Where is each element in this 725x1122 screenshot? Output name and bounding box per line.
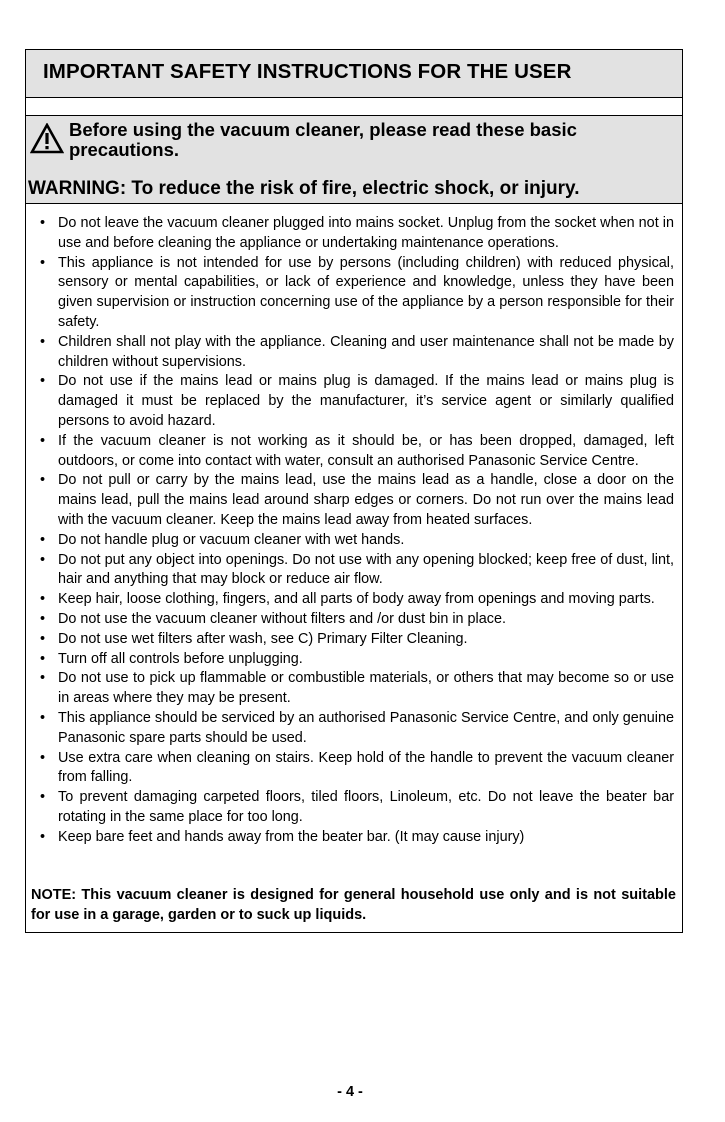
list-item <box>40 630 674 650</box>
list-item <box>40 749 674 789</box>
list-item-text: Do not put any object into openings. Do not use with any opening blocked; keep free of dust, lint, hair and anything that may block or reduce air flow. <box>58 551 674 588</box>
warning-heading: WARNING: To reduce the risk of fire, electric shock, or injury. <box>28 178 580 199</box>
bullet-icon: • <box>40 789 46 806</box>
bullet-icon: • <box>40 630 46 647</box>
list-item <box>40 254 674 333</box>
list-item-text: Do not pull or carry by the mains lead, use the mains lead as a handle, close a door on the mains lead, pull the mains lead around sharp edges or corners. Do not run over the mains lead with the vacuum cleaner. Keep the mains lead away from heated surfaces. <box>58 472 674 528</box>
safety-list <box>40 214 674 848</box>
bullet-icon: • <box>40 650 46 667</box>
bullet-icon: • <box>40 749 46 766</box>
bullet-icon: • <box>40 373 46 390</box>
precaution-heading: Before using the vacuum cleaner, please read these basic precautions. <box>69 119 577 160</box>
list-item <box>40 828 674 848</box>
bullet-icon: • <box>40 531 46 548</box>
list-item-text: This appliance should be serviced by an authorised Panasonic Service Centre, and only genuine Panasonic spare parts should be used. <box>58 709 674 746</box>
warning-triangle-icon <box>30 123 64 155</box>
bullet-icon: • <box>40 591 46 608</box>
list-item <box>40 432 674 472</box>
page-number: - 4 - <box>337 1084 363 1100</box>
page-title: IMPORTANT SAFETY INSTRUCTIONS FOR THE USER <box>43 60 572 83</box>
note-text: NOTE: This vacuum cleaner is designed for general household use only and is not suitable for use in a garage, garden or to suck up liquids. <box>31 887 676 923</box>
bullet-icon: • <box>40 333 46 350</box>
bullet-icon: • <box>40 254 46 271</box>
list-item-text: Do not use the vacuum cleaner without filters and /or dust bin in place. <box>58 610 506 627</box>
bullet-icon: • <box>40 432 46 449</box>
safety-instructions-box <box>25 49 683 933</box>
list-item-text: This appliance is not intended for use by persons (including children) with reduced physical, sensory or mental capabilities, or lack of experience and knowledge, unless they have been given supervision or instruction concerning use of the appliance by a person responsible for their safety. <box>58 254 674 330</box>
list-item-text: Keep hair, loose clothing, fingers, and all parts of body away from openings and moving parts. <box>58 591 655 608</box>
list-item <box>40 372 674 431</box>
list-item <box>40 590 674 610</box>
list-item <box>40 669 674 709</box>
list-item <box>40 788 674 828</box>
list-item <box>40 471 674 530</box>
list-item-text: Children shall not play with the appliance. Cleaning and user maintenance shall not be made by children without supervisions. <box>58 333 674 370</box>
list-item-text: Do not leave the vacuum cleaner plugged into mains socket. Unplug from the socket when not in use and before cleaning the appliance or undertaking maintenance operations. <box>58 215 674 251</box>
bullet-icon: • <box>40 215 46 231</box>
bullet-icon: • <box>40 551 46 568</box>
list-item <box>40 333 674 373</box>
list-item <box>40 650 674 670</box>
list-item-text: Turn off all controls before unplugging. <box>58 650 303 667</box>
title-spacer <box>26 98 682 116</box>
bullet-icon: • <box>40 610 46 627</box>
list-item-text: Do not use if the mains lead or mains plug is damaged. If the mains lead or mains plug is damaged it must be replaced by the manufacturer, it’s service agent or similarly qualified persons to avoid hazard. <box>58 373 674 429</box>
list-item-text: Do not use to pick up flammable or combustible materials, or others that may become so or use in areas where they may be present. <box>58 670 674 707</box>
list-item <box>40 610 674 630</box>
bullet-icon: • <box>40 828 46 845</box>
list-item-text: If the vacuum cleaner is not working as it should be, or has been dropped, damaged, left outdoors, or come into contact with water, consult an authorised Panasonic Service Centre. <box>58 432 674 469</box>
list-item <box>40 214 674 254</box>
list-item-text: Do not handle plug or vacuum cleaner with wet hands. <box>58 531 405 548</box>
bullet-icon: • <box>40 709 46 726</box>
list-item <box>40 709 674 749</box>
warning-block <box>26 116 682 204</box>
title-bar <box>26 50 682 98</box>
list-item <box>40 531 674 551</box>
list-item <box>40 551 674 591</box>
list-item-text: Keep bare feet and hands away from the beater bar. (It may cause injury) <box>58 828 525 845</box>
bullet-icon: • <box>40 472 46 489</box>
bullet-icon: • <box>40 670 46 687</box>
list-item-text: Do not use wet filters after wash, see C) Primary Filter Cleaning. <box>58 630 468 647</box>
list-item-text: To prevent damaging carpeted floors, tiled floors, Linoleum, etc. Do not leave the beater bar rotating in the same place for too long. <box>58 789 674 825</box>
list-item-text: Use extra care when cleaning on stairs. Keep hold of the handle to prevent the vacuum cleaner from falling. <box>58 749 674 786</box>
